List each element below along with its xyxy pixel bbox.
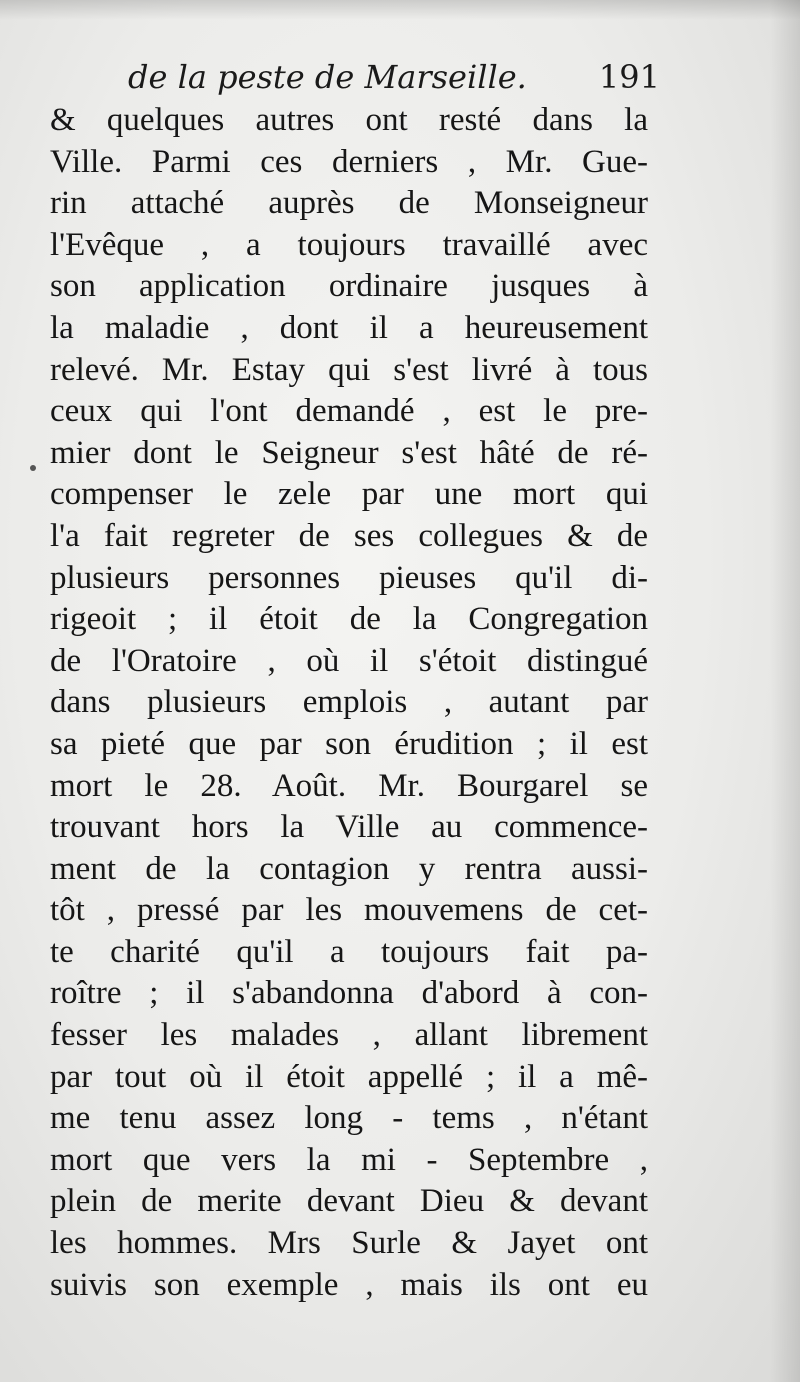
text-line: l'a fait regreter de ses collegues & de <box>50 517 648 554</box>
text-line: sa pieté que par son érudition ; il est <box>50 725 648 762</box>
text-line: & quelques autres ont resté dans la <box>50 102 648 138</box>
text-line: rigeoit ; il étoit de la Congregation <box>50 601 648 638</box>
text-line: ceux qui l'ont demandé , est le pre- <box>50 393 648 430</box>
ink-speck <box>30 465 36 471</box>
text-line: suivis son exemple , mais ils ont eu <box>50 1266 648 1303</box>
text-line: les hommes. Mrs Surle & Jayet ont <box>50 1225 648 1262</box>
page-edge-shadow <box>770 0 800 1382</box>
text-line: plein de merite devant Dieu & devant <box>50 1183 648 1220</box>
text-line: la maladie , dont il a heureusement <box>50 309 648 346</box>
text-line: plusieurs personnes pieuses qu'il di- <box>50 559 648 596</box>
text-line: trouvant hors la Ville au commence- <box>50 809 648 846</box>
running-head <box>128 54 660 100</box>
body-text <box>50 100 648 1306</box>
text-line: l'Evêque , a toujours travaillé avec <box>50 226 648 263</box>
text-line: dans plusieurs emplois , autant par <box>50 684 648 721</box>
text-line: Ville. Parmi ces derniers , Mr. Gue- <box>50 143 648 180</box>
text-line: mort que vers la mi - Septembre , <box>50 1141 648 1178</box>
text-line: te charité qu'il a toujours fait pa- <box>50 933 648 970</box>
text-line: rin attaché auprès de Monseigneur <box>50 185 648 222</box>
text-line: me tenu assez long - tems , n'étant <box>50 1100 648 1137</box>
text-line: compenser le zele par une mort qui <box>50 476 648 513</box>
text-line: mort le 28. Août. Mr. Bourgarel se <box>50 767 648 804</box>
page-number: 191 <box>598 58 660 96</box>
page-top-shadow <box>0 0 800 20</box>
text-line: son application ordinaire jusques à <box>50 268 648 305</box>
running-title: de la peste de Marseille. <box>128 58 527 96</box>
text-line: de l'Oratoire , où il s'étoit distingué <box>50 642 648 679</box>
text-line: mier dont le Seigneur s'est hâté de ré- <box>50 434 648 471</box>
text-line: tôt , pressé par les mouvemens de cet- <box>50 892 648 929</box>
text-line: relevé. Mr. Estay qui s'est livré à tous <box>50 351 648 388</box>
text-line: ment de la contagion y rentra aussi- <box>50 850 648 887</box>
text-line: roître ; il s'abandonna d'abord à con- <box>50 975 648 1012</box>
text-line: fesser les malades , allant librement <box>50 1017 648 1054</box>
text-line: par tout où il étoit appellé ; il a mê- <box>50 1058 648 1095</box>
